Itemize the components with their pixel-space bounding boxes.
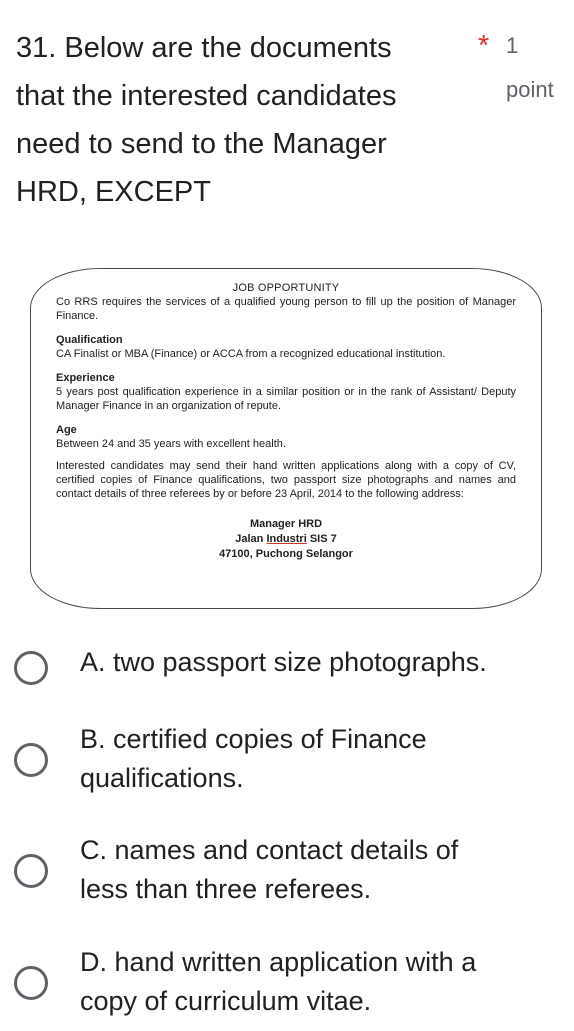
question-title-line-1: 31. Below are the documents — [16, 32, 392, 64]
option-b-label — [80, 720, 427, 798]
option-a-line-1: A. two passport size photographs. — [80, 647, 487, 677]
experience-heading: Experience — [56, 372, 115, 384]
address-line-2 — [56, 532, 516, 547]
address-line-3: 47100, Puchong Selangor — [219, 548, 353, 560]
option-c-line-2: less than three referees. — [80, 874, 372, 904]
address-line-2-street: Industri — [266, 533, 307, 545]
experience-text: 5 years post qualification experience in a similar position or in the rank of Assistant/ Deputy Manager Finance in an organization of repute. — [56, 386, 516, 412]
address-line-1: Manager HRD — [249, 518, 323, 530]
age-heading: Age — [56, 424, 77, 436]
option-a-radio[interactable] — [14, 651, 48, 685]
option-d-label — [80, 943, 476, 1021]
option-b-line-2: qualifications. — [80, 763, 244, 793]
qualification-text: CA Finalist or MBA (Finance) or ACCA from a recognized educational institution. — [56, 348, 446, 360]
age-text: Between 24 and 35 years with excellent health. — [56, 438, 286, 450]
job-notice-content — [56, 281, 516, 562]
address-line-2-prefix: Jalan — [235, 533, 267, 545]
option-d-line-1: D. hand written application with a — [80, 947, 477, 977]
question-title-line-4: HRD, EXCEPT — [16, 176, 211, 208]
question-block — [16, 24, 564, 216]
application-instructions: Interested candidates may send their hand written applications along with a copy of CV, certified copies of Finance qualifications, two passport size photographs and names and contact details of three referees by or before 23 April, 2014 to the following address: — [56, 460, 516, 500]
option-c-label — [80, 831, 458, 909]
option-c-radio[interactable] — [14, 854, 48, 888]
qualification-heading: Qualification — [56, 334, 123, 346]
option-a-label — [80, 643, 487, 682]
question-title-line-3: need to send to the Manager — [16, 128, 387, 160]
job-notice-image — [30, 268, 542, 609]
option-b-line-1: B. certified copies of Finance — [80, 724, 427, 754]
option-d-line-2: copy of curriculum vitae. — [80, 986, 372, 1016]
points-label: 1 point — [506, 33, 554, 102]
option-b-radio[interactable] — [14, 743, 48, 777]
address-line-2-suffix: SIS 7 — [306, 533, 337, 545]
option-d-radio[interactable] — [14, 966, 48, 1000]
question-title-line-2: that the interested candidates — [16, 80, 397, 112]
option-c-line-1: C. names and contact details of — [80, 835, 459, 865]
notice-title: JOB OPPORTUNITY — [232, 282, 340, 294]
notice-intro: Co RRS requires the services of a qualified young person to fill up the position of Manager Finance. — [56, 296, 516, 322]
required-asterisk: * — [478, 30, 490, 62]
mailing-address — [56, 517, 516, 562]
